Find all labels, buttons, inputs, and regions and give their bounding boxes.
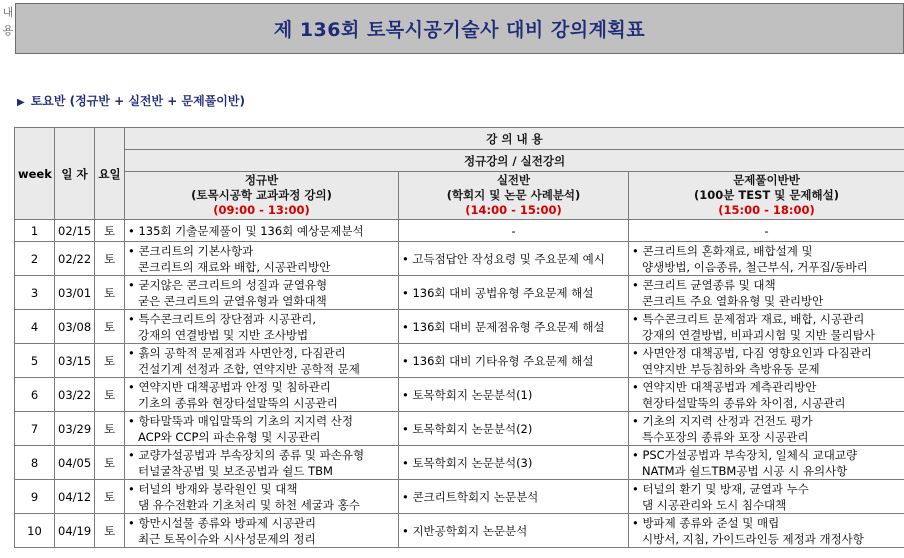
col-time: (14:00 - 15:00) xyxy=(465,203,562,217)
cell-line: 건설기계 선정과 조합, 연약지반 공학적 문제 xyxy=(138,361,360,376)
practical-class-cell xyxy=(399,344,629,378)
date-cell: 04/19 xyxy=(55,514,95,548)
date-cell: 04/05 xyxy=(55,446,95,480)
cell-line: • 기초의 지지력 산정과 건전도 평가 xyxy=(632,413,813,428)
table-row xyxy=(15,514,904,548)
day-cell: 토 xyxy=(95,514,125,548)
practical-class-cell xyxy=(399,378,629,412)
cell-line: 최근 토목이슈와 시사성문제의 정리 xyxy=(138,531,316,546)
practical-class-cell xyxy=(399,310,629,344)
problem-class-cell xyxy=(629,276,904,310)
problem-class-cell xyxy=(629,412,904,446)
cell-line: 굳은 콘크리트의 균열유형과 열화대책 xyxy=(138,293,327,308)
cell-line: 댐 시공관리와 도시 침수대책 xyxy=(642,497,787,512)
week-cell: 9 xyxy=(15,480,55,514)
practical-class-cell xyxy=(399,412,629,446)
col-time: (15:00 - 18:00) xyxy=(718,203,815,217)
table-row xyxy=(15,276,904,310)
problem-class-cell xyxy=(629,242,904,276)
cell-line: • 터널의 환기 및 방재, 균열과 누수 xyxy=(632,481,809,496)
cell-line: • 토목학회지 논문분석(3) xyxy=(402,455,533,470)
problem-class-cell xyxy=(629,378,904,412)
cell-line: • 136회 대비 공법유형 주요문제 해설 xyxy=(402,285,594,300)
col-desc: (학회지 및 논문 사례분석) xyxy=(446,188,581,202)
table-body xyxy=(15,220,904,548)
page-title: 제 136회 토목시공기술사 대비 강의계획표 xyxy=(273,19,646,41)
date-cell: 02/22 xyxy=(55,242,95,276)
col-name: 문제풀이반반 xyxy=(733,173,800,187)
header-date: 일 자 xyxy=(55,128,95,220)
cell-line: 강재의 연결방법 및 지반 조사방법 xyxy=(138,327,309,342)
table-row xyxy=(15,446,904,480)
day-cell: 토 xyxy=(95,412,125,446)
side-label-char: 내 xyxy=(2,6,14,19)
cell-line: • 토목학회지 논문분석(1) xyxy=(402,387,533,402)
cell-line: • 콘크리트학회지 논문분석 xyxy=(402,489,539,504)
regular-class-cell xyxy=(125,480,399,514)
col-time: (09:00 - 13:00) xyxy=(213,203,310,217)
cell-line: 터널굴착공법 및 보조공법과 쉴드 TBM xyxy=(138,463,333,478)
regular-class-cell xyxy=(125,446,399,480)
cell-line: • 135회 기출문제풀이 및 136회 예상문제분석 xyxy=(128,223,364,238)
cell-line: - xyxy=(764,223,769,238)
cell-line: • 고득점답안 작성요령 및 주요문제 예시 xyxy=(402,251,605,266)
day-cell: 토 xyxy=(95,446,125,480)
table-row xyxy=(15,412,904,446)
cell-line: 콘크리트의 재료와 배합, 시공관리방안 xyxy=(138,259,331,274)
cell-line: • PSC가설공법과 부속장치, 일체식 교대교량 xyxy=(632,447,858,462)
practical-class-cell xyxy=(399,220,629,242)
regular-class-cell xyxy=(125,412,399,446)
cell-line: • 특수콘크리트 문제점과 재료, 배합, 시공관리 xyxy=(632,311,865,326)
table-row xyxy=(15,310,904,344)
side-label xyxy=(2,4,14,40)
problem-class-cell xyxy=(629,480,904,514)
cell-line: 현장타설말뚝의 종류와 차이점, 시공관리 xyxy=(642,395,846,410)
practical-class-cell xyxy=(399,276,629,310)
col-desc: (100분 TEST 및 문제해설) xyxy=(694,188,840,202)
col-name: 정규반 xyxy=(244,173,279,187)
lecture-plan-table xyxy=(14,127,904,548)
title-bar xyxy=(15,3,904,54)
header-content: 강 의 내 용 xyxy=(125,128,904,150)
problem-class-cell xyxy=(629,310,904,344)
cell-line: • 연약지반 대책공법과 안정 및 침하관리 xyxy=(128,379,331,394)
col-desc: (토목시공학 교과과정 강의) xyxy=(191,188,332,202)
cell-line: 강재의 연결방법, 비파괴시험 및 지반 물리탐사 xyxy=(642,327,876,342)
cell-line: • 교량가설공법과 부속장치의 종류 및 파손유형 xyxy=(128,447,365,462)
regular-class-cell xyxy=(125,344,399,378)
regular-class-cell xyxy=(125,220,399,242)
day-cell: 토 xyxy=(95,344,125,378)
week-cell: 1 xyxy=(15,220,55,242)
cell-line: • 터널의 방재와 붕락원인 및 대책 xyxy=(128,481,298,496)
cell-line: • 항만시설물 종류와 방파제 시공관리 xyxy=(128,515,317,530)
practical-class-cell xyxy=(399,242,629,276)
problem-class-cell xyxy=(629,220,904,242)
week-cell: 4 xyxy=(15,310,55,344)
cell-line: • 방파제 종류와 준설 및 매립 xyxy=(632,515,780,530)
problem-class-cell xyxy=(629,446,904,480)
table-row xyxy=(15,220,904,242)
table-row xyxy=(15,242,904,276)
table-row xyxy=(15,344,904,378)
cell-line: • 136회 대비 문제점유형 주요문제 해설 xyxy=(402,319,605,334)
regular-class-cell xyxy=(125,514,399,548)
day-cell: 토 xyxy=(95,242,125,276)
cell-line: • 콘크리트의 기본사항과 xyxy=(128,243,254,258)
date-cell: 03/08 xyxy=(55,310,95,344)
header-col-problem xyxy=(629,172,904,220)
practical-class-cell xyxy=(399,446,629,480)
day-cell: 토 xyxy=(95,378,125,412)
cell-line: • 연약지반 대책공법과 계측관리방안 xyxy=(632,379,817,394)
cell-line: • 사면안정 대책공법, 다짐 영향요인과 다짐관리 xyxy=(632,345,872,360)
header-week: week xyxy=(15,128,55,220)
day-cell: 토 xyxy=(95,310,125,344)
triangle-right-icon: ▶ xyxy=(17,97,25,108)
header-day: 요일 xyxy=(95,128,125,220)
problem-class-cell xyxy=(629,514,904,548)
day-cell: 토 xyxy=(95,480,125,514)
date-cell: 03/15 xyxy=(55,344,95,378)
regular-class-cell xyxy=(125,242,399,276)
table-row xyxy=(15,480,904,514)
cell-line: • 136회 대비 기타유형 주요문제 해설 xyxy=(402,353,594,368)
cell-line: • 콘크리트 균열종류 및 대책 xyxy=(632,277,776,292)
date-cell: 03/22 xyxy=(55,378,95,412)
week-cell: 6 xyxy=(15,378,55,412)
week-cell: 7 xyxy=(15,412,55,446)
cell-line: • 굳지않은 콘크리트의 성질과 균열유형 xyxy=(128,277,328,292)
date-cell: 03/29 xyxy=(55,412,95,446)
cell-line: NATM과 쉴드TBM공법 시공 시 유의사항 xyxy=(642,463,848,478)
week-cell: 8 xyxy=(15,446,55,480)
regular-class-cell xyxy=(125,276,399,310)
cell-line: • 흙의 공학적 문제점과 사면안정, 다짐관리 xyxy=(128,345,346,360)
week-cell: 2 xyxy=(15,242,55,276)
cell-line: 양생방법, 이음종류, 철근부식, 거푸집/동바리 xyxy=(642,259,868,274)
section-heading xyxy=(17,92,245,109)
header-sub: 정규강의 / 실전강의 xyxy=(125,150,904,172)
cell-line: • 지반공학회지 논문분석 xyxy=(402,523,528,538)
cell-line: ACP와 CCP의 파손유형 및 시공관리 xyxy=(138,429,321,444)
day-cell: 토 xyxy=(95,276,125,310)
cell-line: 특수포장의 종류와 포장 시공관리 xyxy=(642,429,809,444)
date-cell: 04/12 xyxy=(55,480,95,514)
cell-line: 시방서, 지침, 가이드라인등 제정과 개정사항 xyxy=(642,531,864,546)
header-col-regular xyxy=(125,172,399,220)
cell-line: 콘크리트 주요 열화유형 및 관리방안 xyxy=(642,293,824,308)
practical-class-cell xyxy=(399,480,629,514)
practical-class-cell xyxy=(399,514,629,548)
cell-line: - xyxy=(511,223,516,238)
section-heading-text: 토요반 (정규반 + 실전반 + 문제풀이반) xyxy=(30,94,245,108)
cell-line: • 항타말뚝과 매입말뚝의 기초의 지지력 산정 xyxy=(128,413,354,428)
cell-line: • 콘크리트의 혼화재료, 배합설계 및 xyxy=(632,243,813,258)
cell-line: 연약지반 부등침하와 측방유동 문제 xyxy=(642,361,820,376)
date-cell: 03/01 xyxy=(55,276,95,310)
week-cell: 10 xyxy=(15,514,55,548)
week-cell: 5 xyxy=(15,344,55,378)
cell-line: • 특수콘크리트의 장단점과 시공관리, xyxy=(128,311,317,326)
day-cell: 토 xyxy=(95,220,125,242)
cell-line: 기초의 종류와 현장타설말뚝의 시공관리 xyxy=(138,395,338,410)
regular-class-cell xyxy=(125,310,399,344)
col-name: 실전반 xyxy=(496,173,531,187)
cell-line: • 토목학회지 논문분석(2) xyxy=(402,421,533,436)
date-cell: 02/15 xyxy=(55,220,95,242)
week-cell: 3 xyxy=(15,276,55,310)
cell-line: 댐 유수전환과 기초처리 및 하천 세굴과 홍수 xyxy=(138,497,360,512)
regular-class-cell xyxy=(125,378,399,412)
table-row xyxy=(15,378,904,412)
side-label-char: 용 xyxy=(2,24,14,37)
problem-class-cell xyxy=(629,344,904,378)
header-col-practical xyxy=(399,172,629,220)
